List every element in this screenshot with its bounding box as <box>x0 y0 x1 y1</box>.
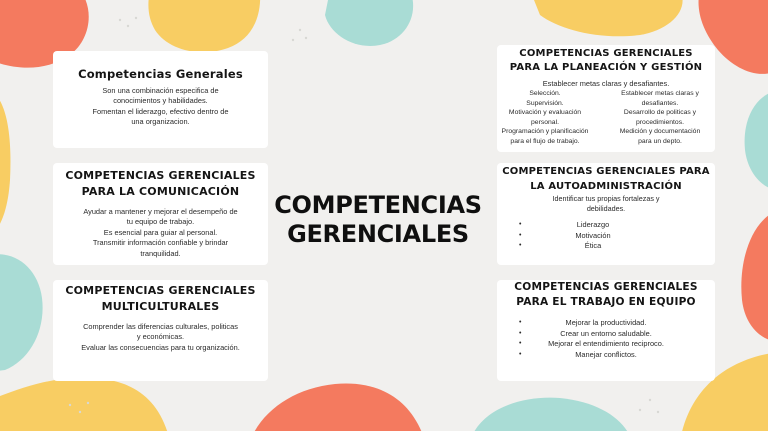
list-item-text: Motivación <box>575 230 611 240</box>
teal-blob-right <box>745 90 768 190</box>
card-columns <box>497 89 715 147</box>
column-line: procedimientos. <box>636 118 684 126</box>
column-line: Establecer metas claras y <box>621 90 699 97</box>
body-line: Ayudar a mantener y mejorar el desempeño de <box>83 207 238 216</box>
body-line: Evaluar las consecuencias para tu organización. <box>81 342 240 352</box>
intro-line: debilidades. <box>586 203 626 213</box>
body-line: tu equipo de trabajo. <box>126 217 195 227</box>
list-item-text: Mejorar la productividad. <box>565 318 647 327</box>
column-line: Supervisión. <box>526 99 564 107</box>
heading-line: COMPETENCIAS GERENCIALES <box>514 281 698 293</box>
card-heading: Competencias Generales <box>78 67 243 81</box>
card-competencias-generales <box>53 51 268 148</box>
heading-line: PARA LA COMUNICACIÓN <box>81 185 240 198</box>
list-item-text: Crear un entorno saludable. <box>560 328 652 338</box>
main-title-line: GERENCIALES <box>287 220 469 248</box>
heading-line: COMPETENCIAS GERENCIALES PARA <box>502 166 710 177</box>
card-body <box>53 86 268 128</box>
heading-line: COMPETENCIAS GERENCIALES <box>65 284 256 297</box>
card-heading <box>497 47 715 75</box>
left-column <box>497 89 593 147</box>
card-trabajo-en-equipo <box>497 280 715 381</box>
body-line: y económicas. <box>136 332 185 342</box>
card-body <box>53 207 268 259</box>
column-line: para el flujo de trabajo. <box>510 137 580 145</box>
card-multiculturales <box>53 280 268 381</box>
card-intro: Establecer metas claras y desafiantes. <box>542 79 670 88</box>
heading-line: COMPETENCIAS GERENCIALES <box>65 169 256 182</box>
yellow-blob-top-left <box>148 0 260 52</box>
main-title-line: COMPETENCIAS <box>274 191 482 219</box>
list-item-text: Mejorar el entendimiento reciproco. <box>548 339 664 349</box>
body-line: Comprender las diferencias culturales, politicas <box>83 322 238 331</box>
bullet-list <box>497 220 667 252</box>
body-line: tranquilidad. <box>140 248 181 258</box>
teal-blob-left <box>0 254 43 372</box>
column-line: desafiantes. <box>641 99 679 107</box>
column-line: Medición y documentación <box>619 128 701 136</box>
list-item <box>519 339 693 350</box>
heading-line: LA AUTOADMINISTRACIÓN <box>530 181 682 192</box>
card-heading <box>53 283 268 315</box>
card-body <box>53 322 268 353</box>
column-line: personal. <box>531 118 559 126</box>
list-item <box>519 329 693 340</box>
teal-blob-top <box>325 0 413 46</box>
body-line: una organizacion. <box>131 117 190 127</box>
coral-blob-right <box>741 210 768 342</box>
list-item <box>519 350 693 361</box>
card-autoadministracion <box>497 163 715 265</box>
body-line: conocimientos y habilidades. <box>113 96 208 106</box>
list-item <box>519 241 667 252</box>
list-item-text: Ética <box>584 241 602 251</box>
column-line: Selección. <box>529 90 561 97</box>
list-item <box>519 220 667 231</box>
yellow-blob-top-right <box>530 0 683 36</box>
heading-line: PARA LA PLANEACIÓN Y GESTIÓN <box>509 62 703 73</box>
card-comunicacion <box>53 163 268 265</box>
heading-line: COMPETENCIAS GERENCIALES <box>519 48 693 59</box>
teal-blob-bottom <box>470 398 632 431</box>
bullet-list <box>497 318 693 360</box>
body-line: Fomentan el liderazgo, efectivo dentro de <box>92 106 229 116</box>
column-line: Programación y planificación <box>501 128 589 136</box>
list-item <box>519 231 667 242</box>
column-line: Motivación y evaluación <box>508 109 582 117</box>
list-item <box>519 318 693 329</box>
column-line: Desarrollo de politicas y <box>623 109 697 117</box>
intro-line: Identificar tus propias fortalezas y <box>552 194 660 203</box>
coral-blob-bottom <box>250 383 425 431</box>
card-intro <box>497 194 715 213</box>
body-line: Son una combinación especifica de <box>102 86 219 95</box>
heading-line: MULTICULTURALES <box>101 300 220 313</box>
yellow-blob-bottom-left <box>0 378 170 431</box>
card-heading <box>53 168 268 200</box>
heading-line: PARA EL TRABAJO EN EQUIPO <box>516 296 696 308</box>
card-heading <box>497 280 715 310</box>
list-item-text: Liderazgo <box>576 220 610 230</box>
card-planeacion-gestion <box>497 45 715 152</box>
card-heading <box>497 164 715 194</box>
yellow-blob-left <box>0 90 10 235</box>
main-title <box>262 191 494 249</box>
list-item-text: Manejar conflictos. <box>575 349 637 359</box>
body-line: Transmitir información confiable y brindar <box>92 238 229 248</box>
right-column <box>607 89 713 147</box>
column-line: para un depto. <box>638 137 682 145</box>
body-line: Es esencial para guiar al personal. <box>103 227 218 237</box>
